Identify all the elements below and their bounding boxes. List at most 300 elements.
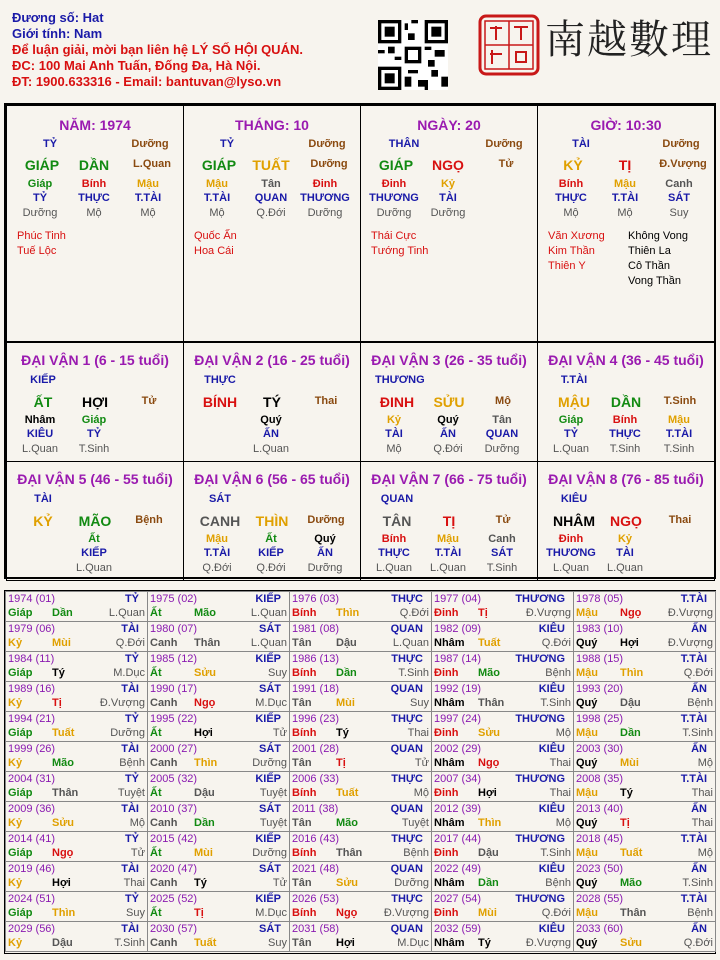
year-label: 1996 (23) xyxy=(292,713,340,725)
year-stem: Tân xyxy=(292,817,312,829)
dai-van-title: ĐẠI VẬN 1 (6 - 15 tuổi) xyxy=(21,352,169,368)
year-label: 1986 (13) xyxy=(292,653,340,665)
hidden-stem: Mậu xyxy=(206,178,228,190)
year-ten-god: QUAN xyxy=(390,743,423,755)
hidden-ten-god: SÁT xyxy=(491,547,513,559)
year-branch: Dần xyxy=(52,607,73,619)
year-label: 1991 (18) xyxy=(292,683,340,695)
year-cell xyxy=(431,681,574,712)
year-stage: Tử xyxy=(272,877,287,889)
year-branch: Dậu xyxy=(194,787,215,799)
year-ten-god: KIÊU xyxy=(538,803,565,815)
year-stem: Bính xyxy=(292,667,317,679)
year-ten-god: SÁT xyxy=(259,623,281,635)
pillar-cell xyxy=(360,105,538,342)
year-cell xyxy=(5,891,148,922)
hidden-stem: Giáp xyxy=(558,414,584,426)
year-cell xyxy=(573,891,716,922)
year-cell xyxy=(289,861,432,892)
year-branch: Sửu xyxy=(478,727,501,739)
earthly-branch: NGỌ xyxy=(610,513,642,529)
year-label: 1978 (05) xyxy=(576,593,624,605)
heavenly-stem: KỶ xyxy=(563,157,583,173)
year-cell xyxy=(5,771,148,802)
year-label: 2001 (28) xyxy=(292,743,340,755)
year-branch: Dần xyxy=(620,727,641,739)
hidden-stem: Mậu xyxy=(437,533,459,545)
year-branch: Dậu xyxy=(620,697,641,709)
year-cell xyxy=(431,801,574,832)
hidden-stem: Ất xyxy=(265,533,277,545)
dai-van-title: ĐẠI VẬN 6 (56 - 65 tuổi) xyxy=(194,471,350,487)
year-cell xyxy=(431,771,574,802)
hidden-ten-god: TỶ xyxy=(563,428,579,440)
hidden-stage: Dưỡng xyxy=(484,443,520,455)
special-star: Thiên La xyxy=(628,245,671,257)
ten-god-label: TÀI xyxy=(34,493,52,505)
year-stem: Bính xyxy=(292,727,317,739)
year-branch: Tuất xyxy=(336,787,359,799)
year-ten-god: KIẾP xyxy=(255,593,281,605)
name-line: Đương số: Hat xyxy=(12,10,104,25)
year-branch: Thìn xyxy=(478,817,502,829)
year-cell xyxy=(289,621,432,652)
year-stage: Mộ xyxy=(129,817,145,829)
year-cell xyxy=(289,921,432,952)
year-label: 2008 (35) xyxy=(576,773,624,785)
year-stage: Bệnh xyxy=(545,667,571,679)
year-stem: Ất xyxy=(150,727,162,739)
heavenly-stem: BÍNH xyxy=(202,394,238,410)
year-stem: Nhâm xyxy=(434,637,465,649)
year-cell xyxy=(147,771,290,802)
hidden-stem: Bính xyxy=(81,178,107,190)
chart-grid xyxy=(4,103,716,579)
hidden-stem: Nhâm xyxy=(24,414,56,426)
year-branch: Tý xyxy=(194,877,207,889)
year-ten-god: KIÊU xyxy=(538,923,565,935)
year-label: 2003 (30) xyxy=(576,743,624,755)
year-label: 1976 (03) xyxy=(292,593,340,605)
year-stem: Kỷ xyxy=(8,877,23,889)
heavenly-stem: GIÁP xyxy=(201,157,237,173)
year-cell xyxy=(5,801,148,832)
year-ten-god: T.TÀI xyxy=(680,893,707,905)
year-stem: Canh xyxy=(150,937,178,949)
year-stage: Mộ xyxy=(697,847,713,859)
year-stage: Mộ xyxy=(697,757,713,769)
year-cell xyxy=(289,891,432,922)
year-branch: Dậu xyxy=(336,637,357,649)
address-line: ĐC: 100 Mai Anh Tuấn, Đống Đa, Hà Nội. xyxy=(12,58,261,73)
year-ten-god: THƯƠNG xyxy=(515,833,565,845)
hidden-stage: T.Sinh xyxy=(663,443,695,455)
year-stage: Tuyệt xyxy=(259,787,287,799)
heavenly-stem: ẤT xyxy=(33,394,53,410)
hidden-stem: Canh xyxy=(665,178,693,190)
year-branch: Tuất xyxy=(620,847,643,859)
year-ten-god: TÀI xyxy=(121,803,139,815)
hidden-stem: Quý xyxy=(314,533,336,545)
year-label: 2016 (43) xyxy=(292,833,340,845)
year-cell xyxy=(289,831,432,862)
year-stem: Ất xyxy=(150,847,162,859)
pillar-cell xyxy=(183,105,361,342)
year-stage: M.Dục xyxy=(397,937,429,949)
heavenly-stem: GIÁP xyxy=(24,157,60,173)
year-stem: Giáp xyxy=(8,787,33,799)
year-branch: Thân xyxy=(52,787,79,799)
hidden-stem: Mậu xyxy=(137,178,159,190)
dai-van-cell xyxy=(6,461,184,581)
year-branch: Ngọ xyxy=(52,847,74,859)
year-branch: Hợi xyxy=(194,727,213,739)
year-ten-god: THỰC xyxy=(391,653,423,665)
year-cell xyxy=(431,921,574,952)
year-stem: Tân xyxy=(292,757,312,769)
year-ten-god: TÀI xyxy=(121,743,139,755)
hidden-ten-god: TÀI xyxy=(439,192,457,204)
ten-god-label: THỰC xyxy=(204,374,236,386)
year-branch: Dậu xyxy=(52,937,73,949)
hidden-ten-god: THƯƠNG xyxy=(300,192,350,204)
year-label: 1989 (16) xyxy=(8,683,56,695)
year-stage: Thai xyxy=(549,787,571,799)
hidden-stem: Tân xyxy=(261,178,281,190)
dai-van-cell xyxy=(183,461,361,581)
year-stem: Đinh xyxy=(434,727,459,739)
year-stem: Quý xyxy=(576,817,598,829)
year-branch: Thìn xyxy=(336,607,360,619)
year-label: 2030 (57) xyxy=(150,923,198,935)
year-ten-god: T.TÀI xyxy=(680,593,707,605)
year-ten-god: TÀI xyxy=(121,623,139,635)
year-branch: Tuất xyxy=(52,727,75,739)
year-stage: T.Sinh xyxy=(682,727,713,739)
year-cell xyxy=(431,831,574,862)
year-cell xyxy=(5,621,148,652)
year-label: 2010 (37) xyxy=(150,803,198,815)
year-ten-god: THƯƠNG xyxy=(515,653,565,665)
year-stem: Mậu xyxy=(576,727,598,739)
year-label: 2029 (56) xyxy=(8,923,56,935)
year-branch: Mùi xyxy=(620,757,639,769)
hidden-stage: L.Quan xyxy=(429,562,467,574)
hidden-stage: T.Sinh xyxy=(609,443,641,455)
dai-van-cell xyxy=(537,342,715,462)
year-stage: Q.Đới xyxy=(541,907,571,919)
hidden-ten-god: KIẾP xyxy=(258,547,284,559)
year-ten-god: KIÊU xyxy=(538,683,565,695)
year-stage: Bệnh xyxy=(545,877,571,889)
year-ten-god: KIÊU xyxy=(538,623,565,635)
year-branch: Ngọ xyxy=(336,907,358,919)
hidden-stage: Dưỡng xyxy=(22,207,58,219)
year-branch: Sửu xyxy=(52,817,75,829)
hidden-stage: L.Quan xyxy=(252,443,290,455)
hidden-stem: Quý xyxy=(260,414,282,426)
year-cell xyxy=(431,711,574,742)
year-stage: T.Sinh xyxy=(398,667,429,679)
year-label: 1995 (22) xyxy=(150,713,198,725)
year-ten-god: ẤN xyxy=(691,743,707,755)
stage-label: T.Sinh xyxy=(663,395,697,407)
year-stage: Thai xyxy=(123,877,145,889)
earthly-branch: MÃO xyxy=(78,513,112,529)
hidden-stage: Mộ xyxy=(86,207,102,219)
year-stage: Thai xyxy=(549,757,571,769)
year-stage: Bệnh xyxy=(687,907,713,919)
year-stem: Bính xyxy=(292,787,317,799)
year-cell xyxy=(431,591,574,622)
year-label: 1998 (25) xyxy=(576,713,624,725)
year-stem: Quý xyxy=(576,637,598,649)
year-stage: T.Sinh xyxy=(540,697,571,709)
hidden-ten-god: KIÊU xyxy=(26,428,54,440)
ten-god-label: KIÊU xyxy=(560,493,588,505)
dai-van-title: ĐẠI VẬN 3 (26 - 35 tuổi) xyxy=(371,352,527,368)
year-label: 1994 (21) xyxy=(8,713,56,725)
hidden-stem: Mậu xyxy=(668,414,690,426)
year-stem: Giáp xyxy=(8,727,33,739)
gender-line: Giới tính: Nam xyxy=(12,26,103,41)
year-label: 2013 (40) xyxy=(576,803,624,815)
year-cell xyxy=(431,741,574,772)
year-stem: Ất xyxy=(150,667,162,679)
year-label: 1981 (08) xyxy=(292,623,340,635)
year-branch: Sửu xyxy=(194,667,217,679)
hidden-ten-god: T.TÀI xyxy=(134,192,162,204)
hidden-stem: Đinh xyxy=(381,178,407,190)
special-star: Thái Cực xyxy=(371,230,417,242)
year-stage: Mộ xyxy=(555,817,571,829)
special-star: Văn Xương xyxy=(548,230,605,242)
year-stem: Kỷ xyxy=(8,697,23,709)
year-label: 2028 (55) xyxy=(576,893,624,905)
year-label: 2014 (41) xyxy=(8,833,56,845)
year-branch: Thân xyxy=(194,637,221,649)
year-ten-god: SÁT xyxy=(259,803,281,815)
year-label: 2011 (38) xyxy=(292,803,339,815)
year-ten-god: TỶ xyxy=(124,713,139,725)
year-ten-god: KIÊU xyxy=(538,863,565,875)
year-branch: Tuất xyxy=(194,937,217,949)
year-stem: Canh xyxy=(150,637,178,649)
year-label: 2009 (36) xyxy=(8,803,56,815)
earthly-branch: HỢI xyxy=(82,394,108,410)
hidden-stage: L.Quan xyxy=(75,562,113,574)
hidden-stage: Mộ xyxy=(209,207,225,219)
heavenly-stem: CANH xyxy=(199,513,241,529)
year-ten-god: ẤN xyxy=(691,923,707,935)
special-star: Thiên Y xyxy=(548,260,586,272)
year-ten-god: SÁT xyxy=(259,863,281,875)
hidden-stem: Giáp xyxy=(27,178,53,190)
stage-label: Thai xyxy=(668,514,692,526)
hidden-stage: L.Quan xyxy=(606,562,644,574)
year-cell xyxy=(147,861,290,892)
year-stage: Thai xyxy=(691,787,713,799)
dai-van-cell xyxy=(183,342,361,462)
year-cell xyxy=(5,651,148,682)
hidden-stage: Dưỡng xyxy=(307,207,343,219)
hidden-stem: Kỷ xyxy=(617,533,633,545)
year-ten-god: T.TÀI xyxy=(680,773,707,785)
year-branch: Thân xyxy=(478,697,505,709)
year-stage: Dưỡng xyxy=(110,727,145,739)
year-cell xyxy=(5,741,148,772)
earthly-branch: DẦN xyxy=(78,157,110,173)
year-cell xyxy=(289,651,432,682)
year-ten-god: TỶ xyxy=(124,833,139,845)
year-ten-god: THỰC xyxy=(391,713,423,725)
year-stem: Nhâm xyxy=(434,697,465,709)
year-label: 1999 (26) xyxy=(8,743,56,755)
year-stage: Dưỡng xyxy=(252,757,287,769)
year-label: 2033 (60) xyxy=(576,923,624,935)
stage-label: Mộ xyxy=(495,395,511,407)
hidden-ten-god: SÁT xyxy=(668,192,690,204)
year-cell xyxy=(5,681,148,712)
contact-line: Để luận giải, mời bạn liên hệ LÝ SỐ HỘI QUÁN. xyxy=(12,42,303,57)
year-branch: Sửu xyxy=(336,877,359,889)
year-ten-god: THỰC xyxy=(391,593,423,605)
year-label: 1979 (06) xyxy=(8,623,56,635)
hidden-stage: L.Quan xyxy=(552,443,590,455)
year-stem: Canh xyxy=(150,757,178,769)
year-stage: Q.Đới xyxy=(683,937,713,949)
year-cell xyxy=(573,621,716,652)
earthly-branch: DẦN xyxy=(610,394,642,410)
year-stem: Đinh xyxy=(434,787,459,799)
year-label: 2007 (34) xyxy=(434,773,482,785)
year-branch: Tý xyxy=(620,787,633,799)
year-label: 1982 (09) xyxy=(434,623,482,635)
heavenly-stem: MẬU xyxy=(558,394,590,410)
heavenly-stem: TÂN xyxy=(382,513,412,529)
earthly-branch: NGỌ xyxy=(432,157,464,173)
year-cell xyxy=(431,651,574,682)
year-ten-god: KIÊU xyxy=(538,743,565,755)
hidden-ten-god: THƯƠNG xyxy=(369,192,419,204)
earthly-branch: TÝ xyxy=(263,394,281,410)
year-stage: Dưỡng xyxy=(394,877,429,889)
year-cell xyxy=(573,921,716,952)
hidden-ten-god: THỰC xyxy=(78,192,110,204)
ten-god-label: T.TÀI xyxy=(560,374,588,386)
year-ten-god: QUAN xyxy=(390,803,423,815)
year-cell xyxy=(573,831,716,862)
stage-label: Dưỡng xyxy=(131,138,169,150)
year-branch: Ngọ xyxy=(478,757,500,769)
year-ten-god: SÁT xyxy=(259,743,281,755)
year-label: 1977 (04) xyxy=(434,593,482,605)
hidden-stage: Mộ xyxy=(140,207,156,219)
hidden-ten-god: T.TÀI xyxy=(665,428,693,440)
year-stage: Bệnh xyxy=(119,757,145,769)
year-stage: M.Dục xyxy=(255,697,287,709)
hidden-ten-god: ẤN xyxy=(263,428,279,440)
year-ten-god: ẤN xyxy=(691,683,707,695)
year-label: 1987 (14) xyxy=(434,653,482,665)
year-cell xyxy=(147,591,290,622)
earthly-branch: TỊ xyxy=(618,157,632,173)
stage-label: Thai xyxy=(314,395,338,407)
dai-van-title: ĐẠI VẬN 5 (46 - 55 tuổi) xyxy=(17,471,173,487)
year-stage: T.Sinh xyxy=(114,937,145,949)
year-branch: Hợi xyxy=(620,637,639,649)
year-label: 1983 (10) xyxy=(576,623,624,635)
year-stem: Canh xyxy=(150,817,178,829)
year-cell xyxy=(289,591,432,622)
year-label: 2026 (53) xyxy=(292,893,340,905)
stage-label: Dưỡng xyxy=(307,514,345,526)
year-ten-god: T.TÀI xyxy=(680,713,707,725)
year-stage: Suy xyxy=(126,907,145,919)
year-cell xyxy=(147,681,290,712)
year-label: 1992 (19) xyxy=(434,683,482,695)
year-stage: M.Dục xyxy=(255,907,287,919)
ten-god-label: QUAN xyxy=(380,493,414,505)
year-stage: Tử xyxy=(272,727,287,739)
year-stage: Mộ xyxy=(413,787,429,799)
year-stem: Kỷ xyxy=(8,757,23,769)
year-branch: Dần xyxy=(478,877,499,889)
hidden-ten-god: TỶ xyxy=(32,192,48,204)
year-branch: Tý xyxy=(478,937,491,949)
stage-label: Dưỡng xyxy=(308,138,346,150)
dai-van-cell xyxy=(6,342,184,462)
hidden-stem: Kỷ xyxy=(440,178,456,190)
year-stage: Bệnh xyxy=(687,697,713,709)
ten-god-label: SÁT xyxy=(209,493,231,505)
hidden-stage: L.Quan xyxy=(375,562,413,574)
earthly-branch: SỬU xyxy=(433,394,465,410)
earthly-branch: TỊ xyxy=(442,513,456,529)
hidden-stage: T.Sinh xyxy=(78,443,110,455)
year-label: 2006 (33) xyxy=(292,773,340,785)
special-star: Vong Thần xyxy=(628,275,682,287)
year-stage: Đ.Vượng xyxy=(525,937,571,949)
year-ten-god: SÁT xyxy=(259,923,281,935)
heavenly-stem: GIÁP xyxy=(378,157,414,173)
year-branch: Tuất xyxy=(478,637,501,649)
qr-code-icon[interactable] xyxy=(378,20,448,90)
year-stem: Mậu xyxy=(576,907,598,919)
year-label: 2000 (27) xyxy=(150,743,198,755)
year-branch: Tý xyxy=(52,667,65,679)
year-stage: Q.Đới xyxy=(115,637,145,649)
hidden-ten-god: ẤN xyxy=(440,428,456,440)
dai-van-title: ĐẠI VẬN 7 (66 - 75 tuổi) xyxy=(371,471,527,487)
hidden-ten-god: TÀI xyxy=(385,428,403,440)
heavenly-stem: ĐINH xyxy=(379,394,415,410)
year-cell xyxy=(431,891,574,922)
hidden-stem: Bính xyxy=(612,414,638,426)
year-cell xyxy=(431,621,574,652)
year-label: 2004 (31) xyxy=(8,773,56,785)
pillar-title: NĂM: 1974 xyxy=(59,117,131,133)
year-cell xyxy=(5,591,148,622)
heavenly-stem: KỶ xyxy=(33,513,53,529)
year-stem: Mậu xyxy=(576,607,598,619)
pillar-title: NGÀY: 20 xyxy=(417,117,481,133)
hidden-ten-god: QUAN xyxy=(254,192,288,204)
year-ten-god: KIẾP xyxy=(255,893,281,905)
year-stem: Nhâm xyxy=(434,817,465,829)
year-stem: Giáp xyxy=(8,667,33,679)
year-stem: Bính xyxy=(292,907,317,919)
